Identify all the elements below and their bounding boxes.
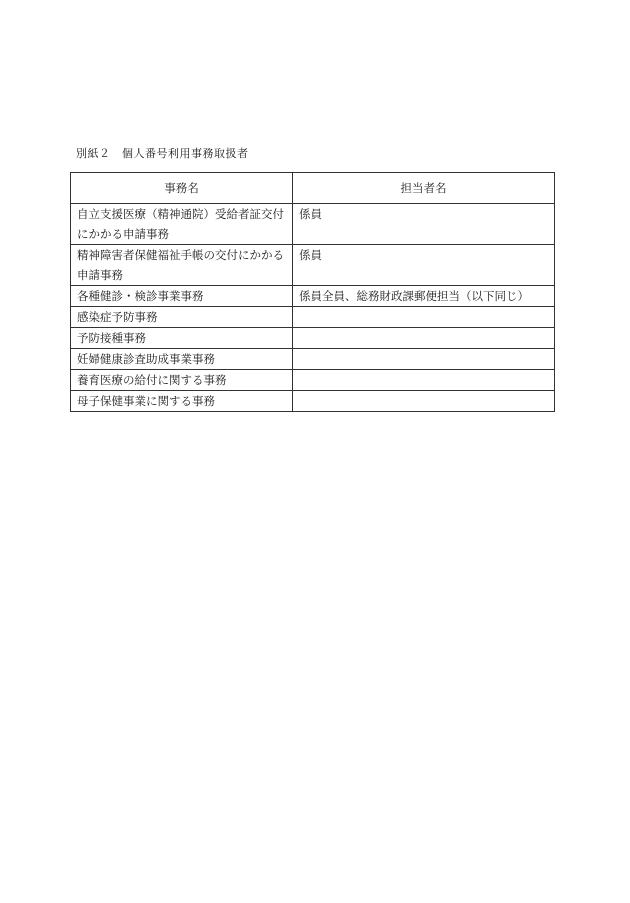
task-cell: 母子保健事業に関する事務 — [71, 391, 293, 412]
table-row — [71, 391, 555, 412]
person-cell: 係員全員、総務財政課郵便担当（以下同じ） — [293, 286, 555, 307]
person-cell: 係員 — [293, 245, 555, 286]
task-cell: 養育医療の給付に関する事務 — [71, 370, 293, 391]
task-cell: 予防接種事務 — [71, 328, 293, 349]
header-task-name: 事務名 — [71, 173, 293, 204]
table-row — [71, 328, 555, 349]
task-cell: 精神障害者保健福祉手帳の交付にかかる申請事務 — [71, 245, 293, 286]
person-cell — [293, 307, 555, 328]
table-row — [71, 204, 555, 245]
person-cell — [293, 328, 555, 349]
task-cell: 妊婦健康診査助成事業事務 — [71, 349, 293, 370]
table-row — [71, 245, 555, 286]
table-row — [71, 349, 555, 370]
table-row — [71, 370, 555, 391]
staff-table — [70, 172, 555, 412]
person-cell — [293, 349, 555, 370]
person-cell: 係員 — [293, 204, 555, 245]
staff-table-container — [70, 172, 554, 412]
task-cell: 各種健診・検診事業事務 — [71, 286, 293, 307]
document-title: 別紙２ 個人番号利用事務取扱者 — [76, 147, 249, 160]
table-header-row — [71, 173, 555, 204]
task-cell: 感染症予防事務 — [71, 307, 293, 328]
table-row — [71, 307, 555, 328]
table-row — [71, 286, 555, 307]
header-person-in-charge: 担当者名 — [293, 173, 555, 204]
person-cell — [293, 391, 555, 412]
task-cell: 自立支援医療（精神通院）受給者証交付にかかる申請事務 — [71, 204, 293, 245]
person-cell — [293, 370, 555, 391]
